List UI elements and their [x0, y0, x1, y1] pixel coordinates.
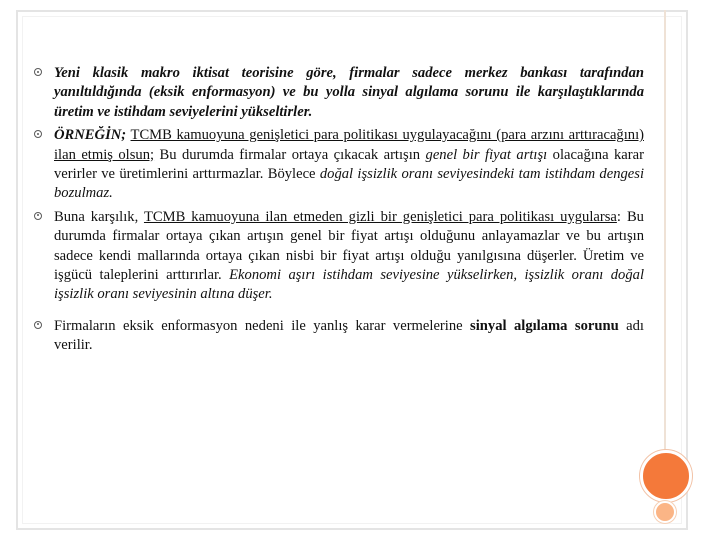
- bullet-icon: [34, 130, 42, 138]
- slide-content: [32, 64, 644, 360]
- example-label: ÖRNEĞİN;: [54, 127, 127, 144]
- bullet-2-italic-1: genel bir fiyat artışı: [425, 146, 548, 163]
- accent-line: [664, 10, 666, 450]
- bullet-2-italic-2: doğal işsizlik oranı seviyesindeki tam istihdam dengesi bozulmaz.: [54, 166, 645, 202]
- bullet-3-underlined: TCMB kamuoyuna ilan etmeden gizli bir genişletici para politikası uygularsa: [143, 208, 617, 225]
- bullet-1-text: Yeni klasik makro iktisat teorisine göre, firmalar sadece merkez bankası tarafından yanıltıldığında (eksik enformasyon) ve bu yolla sinyal algılama sorunu ile karşılaştıklarında üretim ve istihdam seviyelerini yükseltirler.: [54, 65, 644, 120]
- bullet-4-bold: sinyal algılama sorunu: [470, 317, 619, 334]
- bullet-3-italic: Ekonomi aşırı istihdam seviyesine yükselirken, işsizlik oranı doğal işsizlik oranı seviyesinin altına düşer.: [54, 267, 644, 303]
- bullet-icon: [34, 212, 42, 220]
- bullet-2-text: Bu durumda firmalar ortaya çıkacak artışın: [159, 146, 421, 163]
- bullet-4: [32, 317, 644, 356]
- decorative-circle-large: [640, 450, 692, 502]
- decorative-circle-small: [654, 501, 676, 523]
- bullet-3-text-1: Buna karşılık,: [54, 208, 139, 225]
- bullet-1: [32, 64, 644, 122]
- bullet-icon: [34, 68, 42, 76]
- bullet-icon: [34, 321, 42, 329]
- bullet-3: [32, 208, 644, 305]
- bullet-2: [32, 126, 644, 204]
- bullet-2-text-2: olacağına karar verirler ve üretimlerini arttırmazlar. Böylece: [54, 146, 644, 183]
- bullet-3-text-2: : Bu durumda firmalar ortaya çıkan artışın genel bir fiyat artışı olduğunu anlayamazlar ve bu artışın sadece kendi mallarında ortaya çıkan nisbi bir fiyat artışı olduğu yanılgısına düşerler. Üretim ve işgücü taleplerini arttırırlar.: [54, 208, 644, 284]
- bullet-4-text-1: Firmaların eksik enformasyon nedeni ile yanlış karar vermelerine: [54, 317, 463, 334]
- bullet-2-underlined: TCMB kamuoyuna genişletici para politikası uygulayacağını (para arzını arttıracağını) ilan etmiş olsun;: [54, 127, 644, 163]
- bullet-4-text-2: adı verilir.: [54, 317, 644, 354]
